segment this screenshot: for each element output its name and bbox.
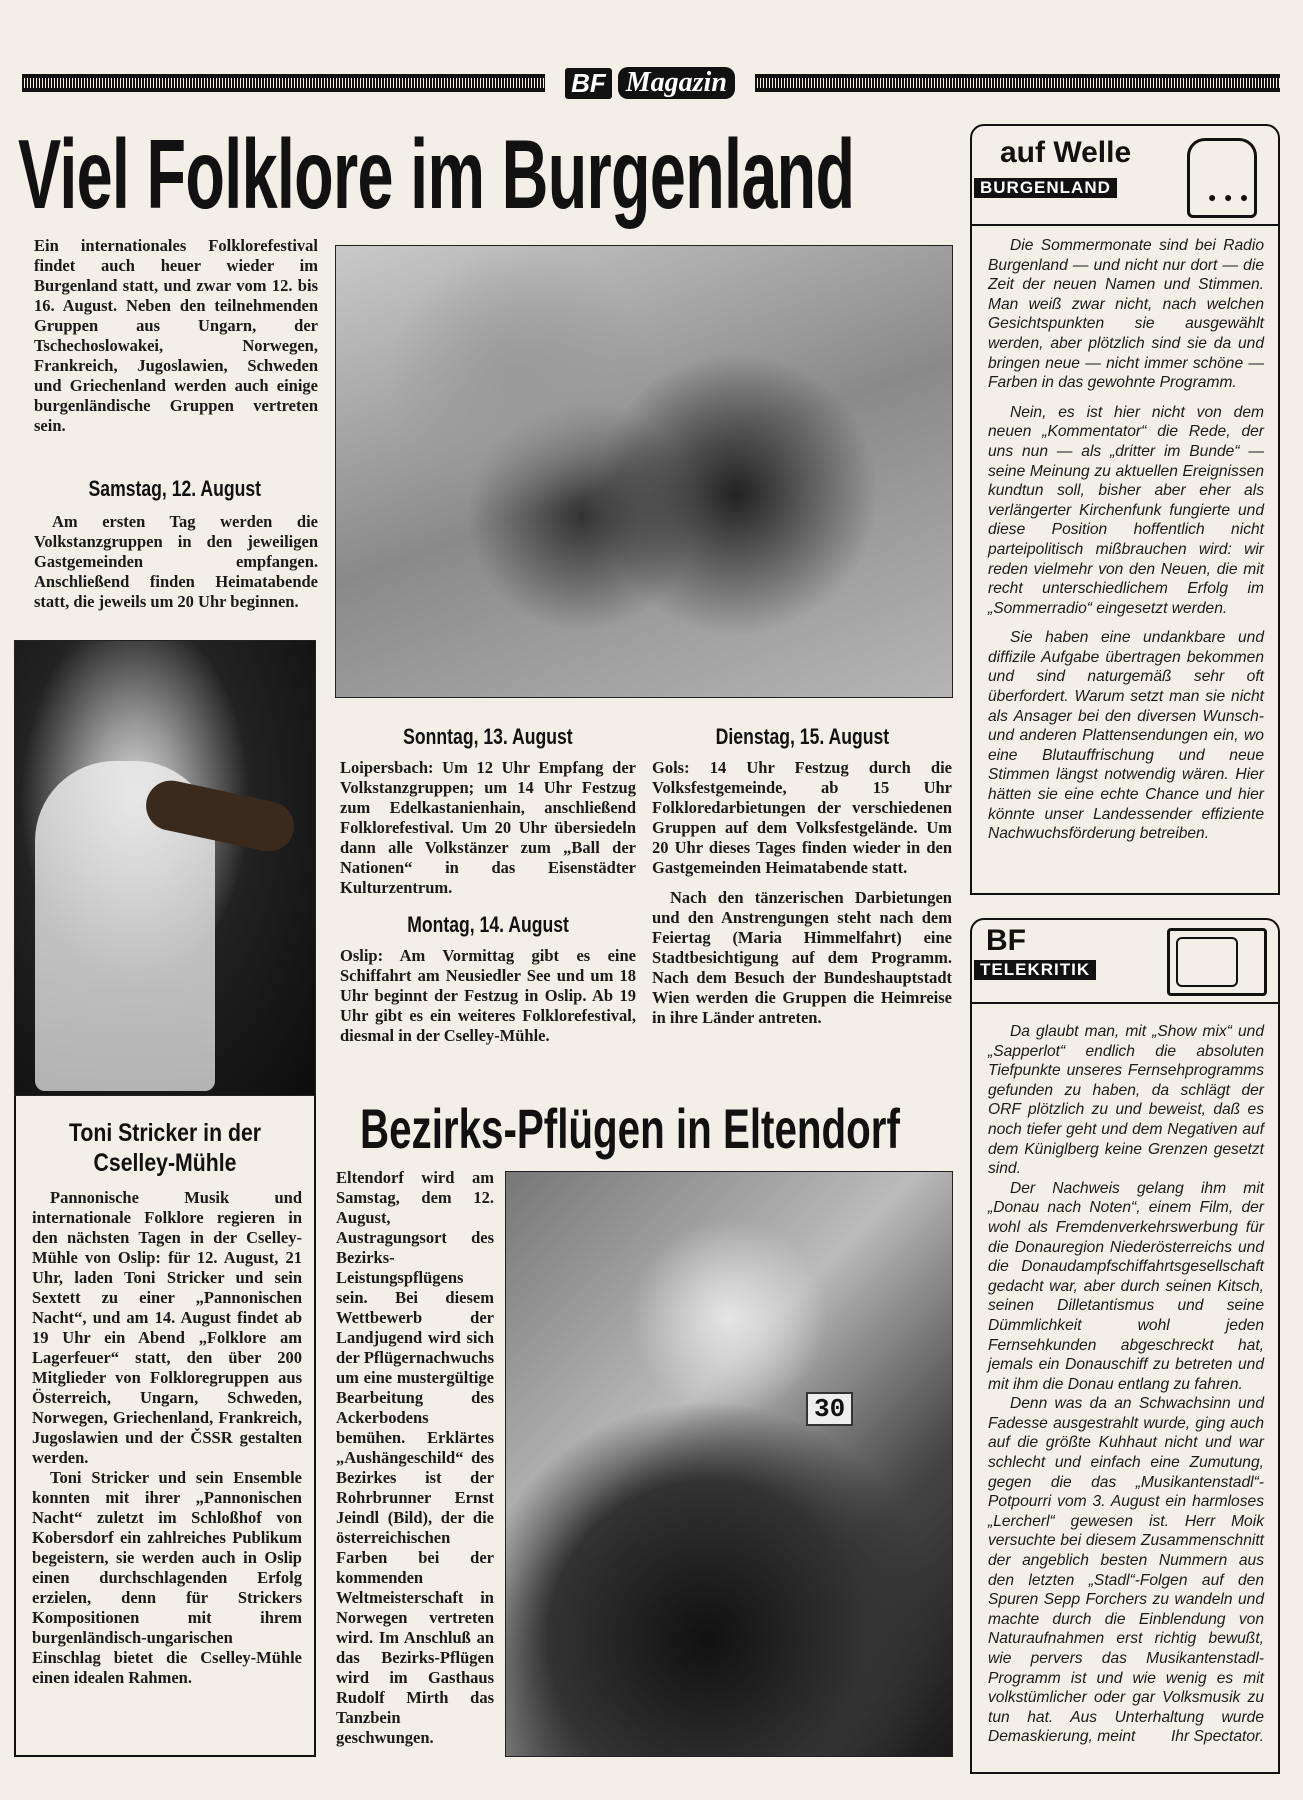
dienstag-extra-text: Nach den tänzerischen Darbietungen und den Anstrengungen steht nach dem Feiertag (Maria Himmelfahrt) eine Stadtbesichtigung auf dem Programm. Nach dem Besuch der Bundeshauptstadt Wien werden die Gruppen die Heimreise in ihre Länder antreten. bbox=[652, 888, 952, 1027]
toni-stricker-box bbox=[14, 1096, 316, 1757]
telekritik-badge: TELEKRITIK bbox=[974, 960, 1096, 980]
logo-bf: BF bbox=[565, 68, 612, 99]
magazin-logo bbox=[545, 64, 755, 102]
intro-text: Ein internationales Folklorefestival findet auch heuer wieder im Burgenland statt, und zwar vom 12. bis 16. August. Neben den teilnehmenden Gruppen aus Ungarn, der Tschechoslowakei, Norwegen, Frankreich, Jugoslawien, Schweden und Griechenland werden auch einige burgenländische Gruppen vertreten sein. bbox=[34, 236, 318, 435]
toni-paragraph-1: Pannonische Musik und internationale Folklore regieren in den nächsten Tagen in der Cselley-Mühle von Oslip: für 12. August, 21 Uhr, laden Toni Stricker und sein Sextett zu einer „Pannonischen Nacht“, und am 14. August findet ab 19 Uhr ein Abend „Folklore am Lagerfeuer“ statt, den über 200 Mitglieder von Folkloregruppen aus Österreich, Ungarn, Schweden, Norwegen, Griechenland, Frankreich, Jugoslawien und der ČSSR gestalten werden. bbox=[32, 1188, 302, 1467]
sonntag-text: Loipersbach: Um 12 Uhr Empfang der Volkstanzgruppen; um 14 Uhr Festzug zum Edelkastanienhain, anschließend Folklorefestival. Um 20 Uhr übersiedeln dann alle Volkstänzer zum „Ball der Nationen“ in das Eisenstädter Kulturzentrum. bbox=[340, 758, 636, 897]
telekritik-title: BF bbox=[986, 924, 1026, 957]
violinist-photo bbox=[14, 640, 316, 1096]
telekritik-box bbox=[970, 918, 1280, 1774]
folk-dancers-photo bbox=[335, 245, 953, 698]
bezirks-text: Eltendorf wird am Samstag, dem 12. August, Austragungsort des Bezirks-Leistungspflügens sein. Bei diesem Wettbewerb der Landjugend wird sich der Pflügernachwuchs um eine mustergültige Bearbeitung des Ackerbodens bemühen. Erklärtes „Aushängeschild“ des Bezirkes ist der Rohrbrunner Ernst Jeindl (Bild), der die österreichischen Farben bei der kommenden Weltmeisterschaft in Norwegen vertreten wird. Im Anschluß an das Bezirks-Pflügen wird im Gasthaus Rudolf Mirth das Tanzbein geschwungen. bbox=[336, 1168, 494, 1747]
toni-paragraph-2: Toni Stricker und sein Ensemble konnten mit ihrer „Pannonischen Nacht“ zuletzt im Schloßhof von Kobersdorf ein zahlreiches Publikum begeistern, sie werden auch in Oslip einen durchschlagenden Erfolg erzielen, denn für Strickers Kompositionen mit ihrem burgenländisch-ungarischen Einschlag bietet die Cselley-Mühle einen idealen Rahmen. bbox=[32, 1468, 302, 1687]
heading-montag: Montag, 14. August bbox=[407, 912, 569, 937]
header-rule-right bbox=[755, 74, 1280, 92]
samstag-text: Am ersten Tag werden die Volkstanzgruppen in den jeweiligen Gastgemeinden empfangen. Anschließend finden Heimatabende statt, die jeweils um 20 Uhr beginnen. bbox=[34, 512, 318, 611]
heading-samstag: Samstag, 12. August bbox=[88, 476, 262, 501]
header-rule-left bbox=[22, 74, 547, 92]
welle-badge: BURGENLAND bbox=[974, 178, 1117, 198]
welle-text: Die Sommermonate sind bei Radio Burgenland — und nicht nur dort — die Zeit der neuen Namen und Stimmen. Man weiß zwar nicht, nach welchen Gesichtspunkten sie ausgewählt werden, aber plötzlich sind sie da und bringen neue — nicht immer schöne — Farben in das gewohnte Programm. Nein, es ist hier nicht von dem neuen „Kommentator“ die Rede, der uns nun — als „dritter im Bunde“ — seine Meinung zu aktuellen Ereignissen kundtun soll, bisher aber eher als verlängerter Kirchenfunk fungierte und diese Position hoffentlich nicht parteipolitisch mißbrauchen wird: wir reden vielmehr von den Neuen, die mit recht unterschiedlichem Erfolg im „Sommerradio“ eingesetzt werden. Sie haben eine undankbare und diffizile Aufgabe übertragen bekommen und sind naturgemäß sehr oft überfordert. Warum setzt man sie nicht als Ansager bei den diversen Wunsch- und anderen Plattensendungen ein, wo eine Blutauffrischung und neue Stimmen längst notwendig wären. Hier hätten sie eine echte Chance und hier könnte unser Landessender effiziente Nachwuchsförderung betreiben. bbox=[988, 237, 1264, 843]
tractor-sign: 30 bbox=[806, 1392, 853, 1426]
dienstag-text: Gols: 14 Uhr Festzug durch die Volksfestgemeinde, ab 15 Uhr Folkloredarbietungen der verschiedenen Gruppen auf dem Volksfestgelände. Um 20 Uhr dieses Tages finden wieder in den Gastgemeinden Heimatabende statt. Nach den tänzerischen Darbietungen und den Anstrengungen steht nach dem Feiertag (Maria Himmelfahrt) eine Stadtbesichtigung auf dem Programm. Nach dem Besuch der Bundeshauptstadt Wien werden die Gruppen die Heimreise in ihre Länder antreten. bbox=[652, 758, 952, 1027]
welle-title: auf Welle bbox=[1000, 136, 1132, 169]
heading-toni: Toni Stricker in der Cselley-Mühle bbox=[68, 1119, 262, 1177]
heading-sonntag: Sonntag, 13. August bbox=[403, 724, 573, 749]
montag-text: Oslip: Am Vormittag gibt es eine Schiffahrt am Neusiedler See und um 18 Uhr beginnt der Festzug in Oslip. Ab 19 Uhr gibt es ein weiteres Folklorefestival, diesmal in der Cselley-Mühle. bbox=[340, 946, 636, 1045]
tractor-photo bbox=[505, 1171, 953, 1757]
heading-dienstag: Dienstag, 15. August bbox=[715, 724, 889, 749]
logo-magazin: Magazin bbox=[618, 67, 735, 99]
signature: Ihr Spectator. bbox=[1170, 1728, 1264, 1746]
heading-bezirks: Bezirks-Pflügen in Eltendorf bbox=[360, 1097, 900, 1160]
tv-icon bbox=[1167, 928, 1267, 996]
telekritik-text: Da glaubt man, mit „Show mix“ und „Sapperlot“ endlich die absoluten Tiefpunkte unseres Fernsehprogramms gefunden zu haben, da schlägt der ORF plötzlich zu und beweist, daß es noch tiefer geht und dem Negativen auf dem Küniglberg keine Grenzen gesetzt sind. Der Nachweis gelang ihm mit „Donau nach Noten“, einem Film, der wohl als Fremdenverkehrswerbung für die Donauregion Niederösterreichs und die Donaudampfschiffahrtsgesellschaft gedacht war, aber durch seinen Kitsch, seinen Dilletantismus und seine Dümmlichkeit wohl jeden Fernsehkunden abgeschreckt hat, jemals ein Donauschiff zu betreten und mit ihm die Donau entlang zu fahren. Denn was da an Schwachsinn und Fadesse ausgestrahlt wurde, ging auch auf die größte Kuhhaut nicht und war schlecht und einfach eine Zumutung, gegen die das „Musikantenstadl“-Potpourri vom 3. August ein harmloses „Lercherl“ gewesen ist. Herr Moik versuchte bei diesem Zusammenschnitt der angeblich besten Nummern aus den letzten „Stadl“-Folgen auf den Spuren Sepp Forchers zu wandeln und machte durch die Einblendung von Naturaufnahmen erst richtig bewußt, wie pervers das Musikantenstadl-Programm ist und wie wenig es mit volkstümlicher oder gar Volksmusik zu tun hat. Aus Unterhaltung wurde Demaskierung, meint Ihr Spectator. bbox=[988, 1023, 1264, 1746]
radio-icon: ● ● ● bbox=[1187, 138, 1257, 218]
auf-welle-box bbox=[970, 124, 1280, 895]
main-title: Viel Folklore im Burgenland bbox=[18, 119, 855, 229]
